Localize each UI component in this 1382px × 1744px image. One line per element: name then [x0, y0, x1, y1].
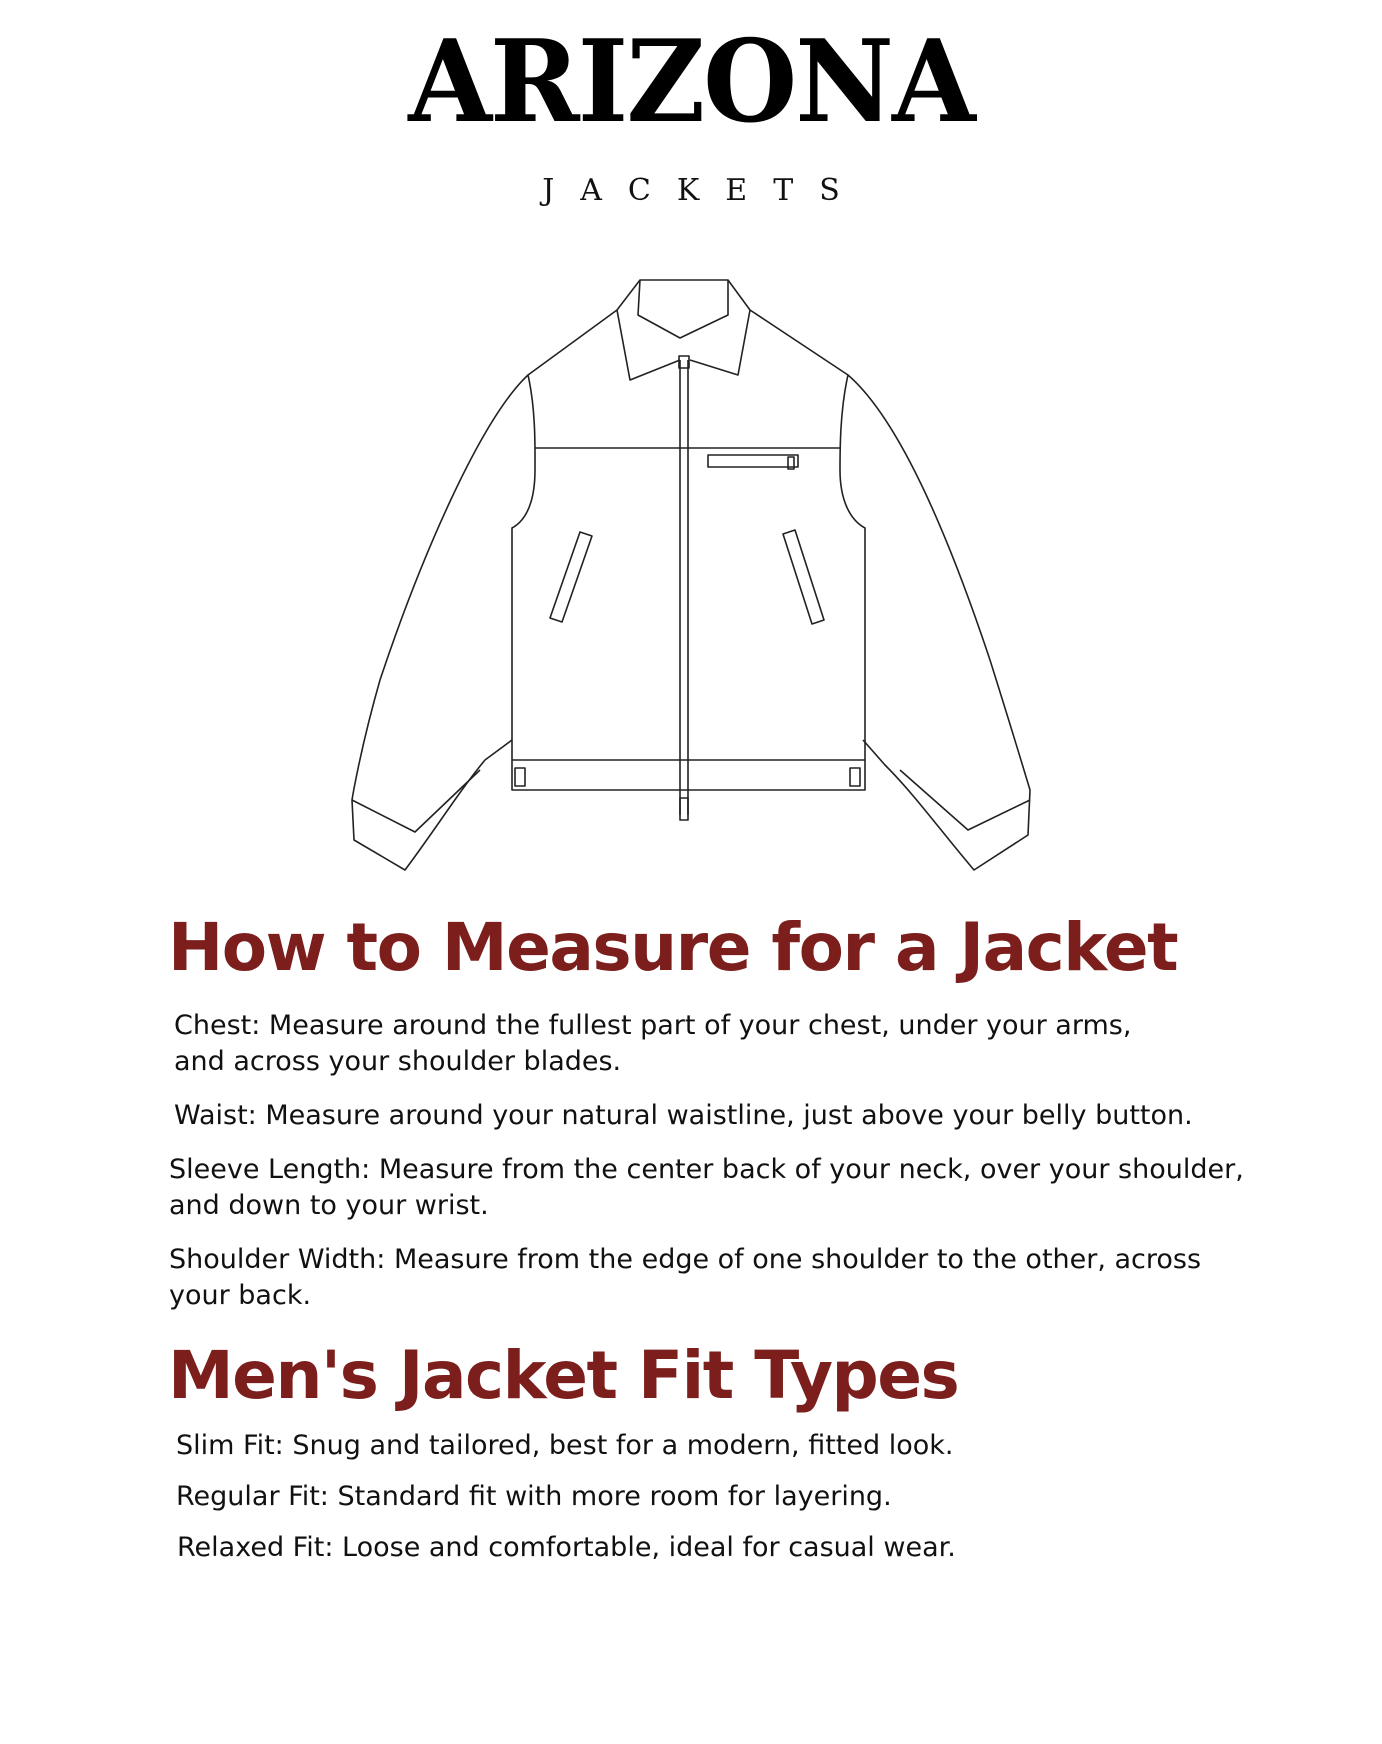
- measure-chest-line1: Chest: Measure around the fullest part of your chest, under your arms,: [174, 1010, 1132, 1041]
- brand-tagline: JACKETS: [542, 173, 866, 208]
- jacket-left-sleeve: [352, 375, 528, 870]
- fit-slim: Slim Fit: Snug and tailored, best for a modern, fitted look.: [176, 1430, 954, 1461]
- measure-shoulder-line2: your back.: [169, 1280, 312, 1311]
- measure-heading: How to Measure for a Jacket: [168, 909, 1178, 986]
- measure-sleeve-line2: and down to your wrist.: [169, 1190, 489, 1221]
- measure-shoulder-line1: Shoulder Width: Measure from the edge of one shoulder to the other, across: [169, 1244, 1202, 1275]
- jacket-line-drawing-icon: [340, 270, 1040, 890]
- brand-logo: [0, 15, 1382, 149]
- jacket-left-cuff: [352, 770, 480, 832]
- fit-relaxed: Relaxed Fit: Loose and comfortable, ideal for casual wear.: [177, 1532, 956, 1563]
- measure-waist: Waist: Measure around your natural waistline, just above your belly button.: [174, 1100, 1193, 1131]
- jacket-right-pocket: [783, 530, 824, 624]
- measure-chest-line2: and across your shoulder blades.: [174, 1046, 622, 1077]
- jacket-right-sleeve: [848, 375, 1030, 870]
- jacket-zipper: [680, 360, 688, 815]
- jacket-chest-pocket: [708, 455, 798, 467]
- fit-regular: Regular Fit: Standard fit with more room for layering.: [176, 1481, 892, 1512]
- jacket-right-cuff: [900, 770, 1030, 830]
- brand-name: ARIZONA: [408, 15, 974, 149]
- jacket-collar: [638, 280, 728, 338]
- jacket-left-pocket: [550, 532, 592, 622]
- measure-sleeve-line1: Sleeve Length: Measure from the center back of your neck, over your shoulder,: [169, 1154, 1244, 1185]
- fit-types-heading: Men's Jacket Fit Types: [168, 1337, 959, 1414]
